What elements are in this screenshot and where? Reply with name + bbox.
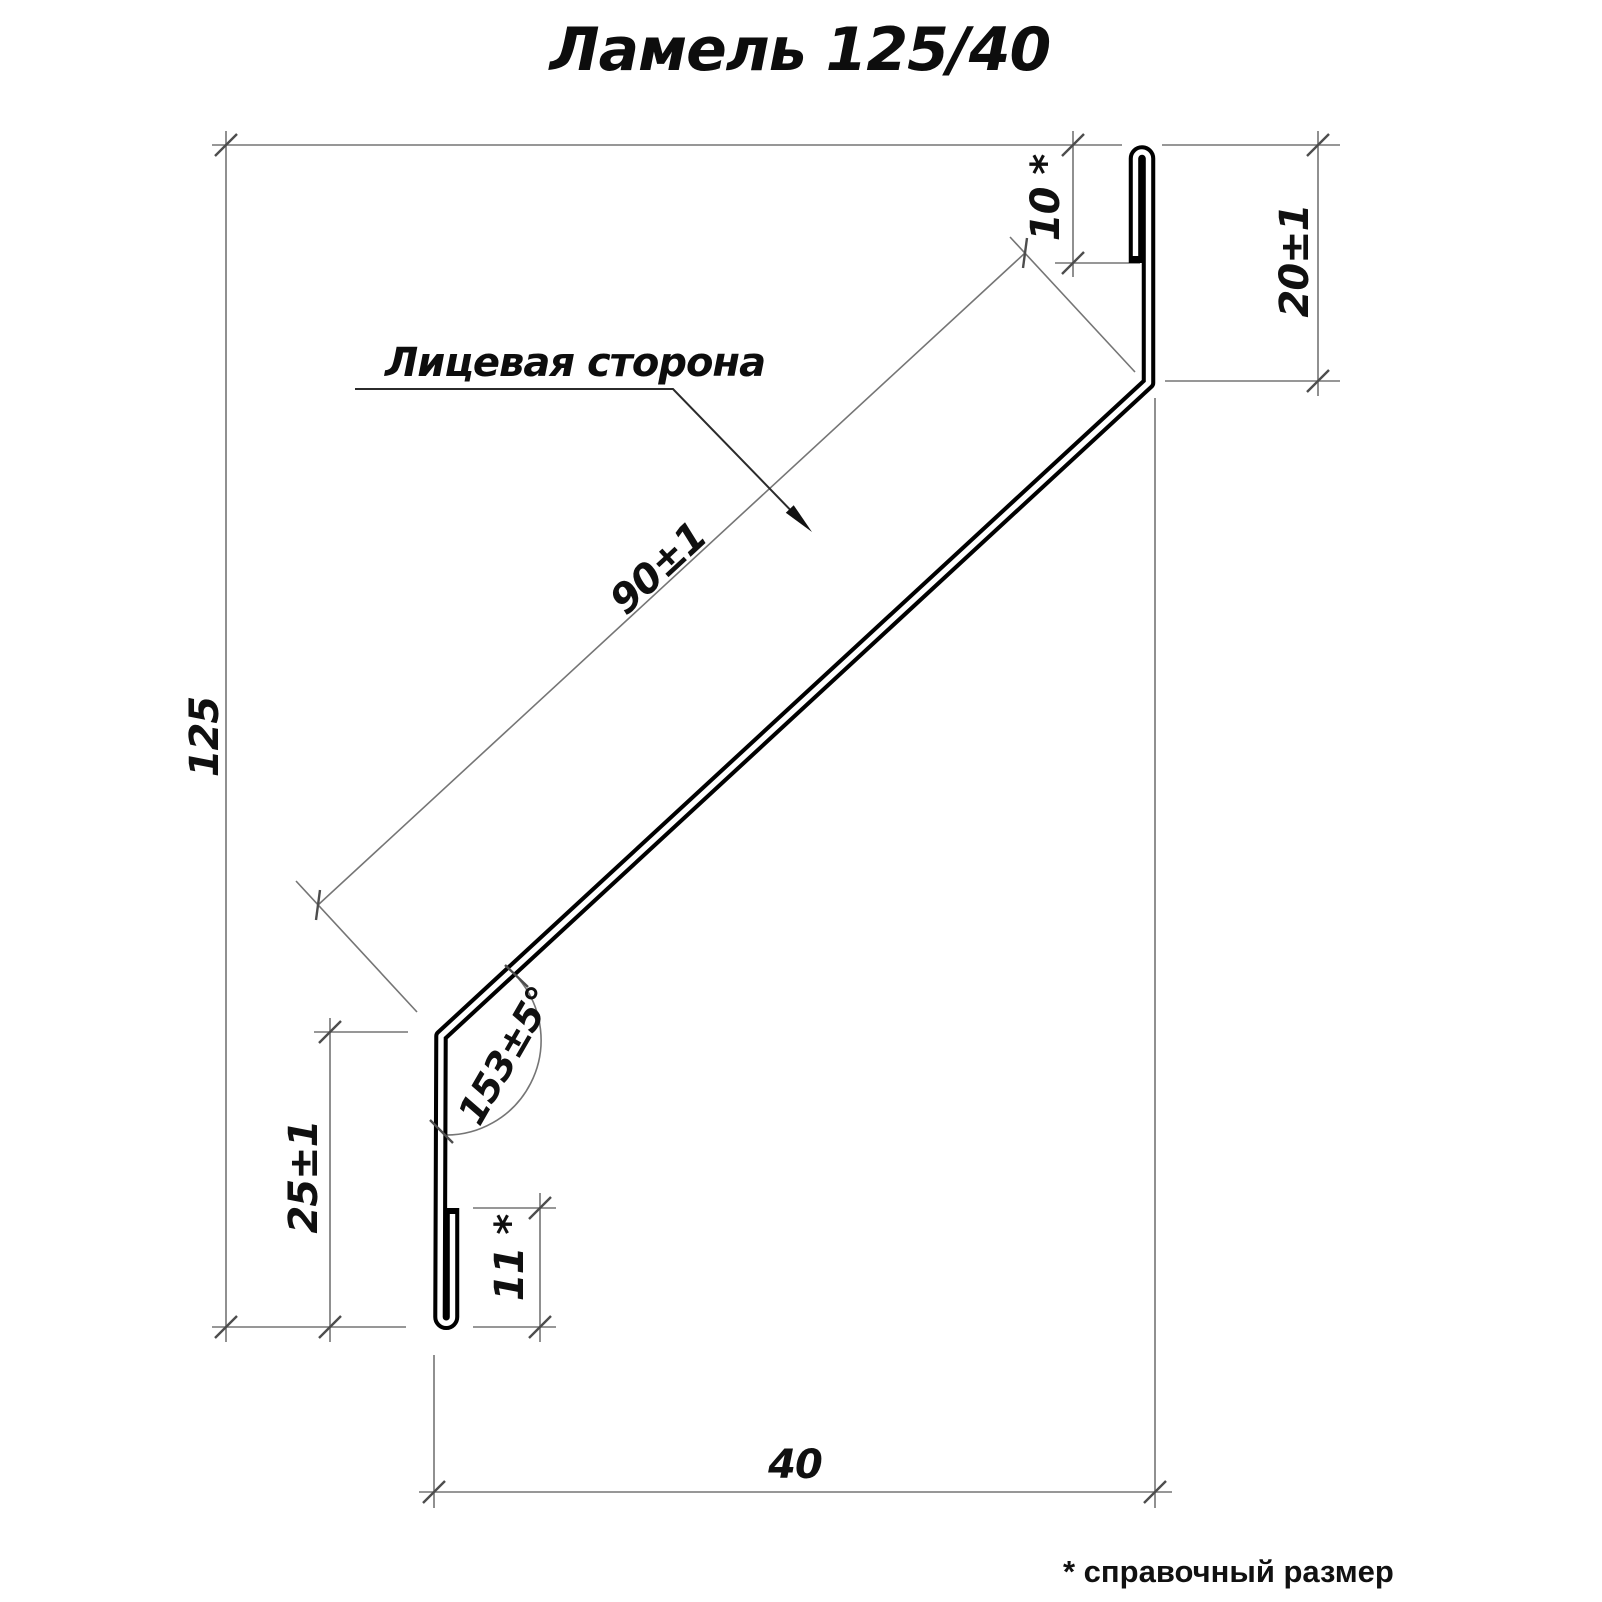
face-side-leader [355, 389, 812, 532]
dim-bend-angle: 153±5° [449, 979, 563, 1132]
dim-face-width: 90±1 [601, 513, 716, 624]
profile-outline [440, 152, 1149, 1323]
extension-line-90-lower [296, 881, 417, 1012]
drawing-title: Ламель 125/40 [549, 15, 1051, 85]
leader-arrow-icon [786, 505, 812, 532]
face-side-label: Лицевая сторона [385, 340, 766, 386]
dim-overall-width: 40 [768, 1442, 822, 1488]
dim-bottom-leg: 25±1 [281, 1120, 327, 1234]
profile-core [440, 152, 1149, 1323]
dim-top-flange-height: 20±1 [1272, 204, 1318, 318]
tick-mark [316, 890, 320, 920]
dim-overall-height: 125 [182, 696, 228, 778]
footnote: * справочный размер [1063, 1554, 1394, 1589]
dim-top-hem: 10 * [1023, 154, 1069, 242]
tick-marks [215, 134, 1329, 1503]
dim-bottom-hem: 11 * [487, 1214, 533, 1302]
tick-mark [1023, 238, 1027, 268]
leader-line [355, 389, 804, 524]
dimension-lines [212, 131, 1340, 1508]
